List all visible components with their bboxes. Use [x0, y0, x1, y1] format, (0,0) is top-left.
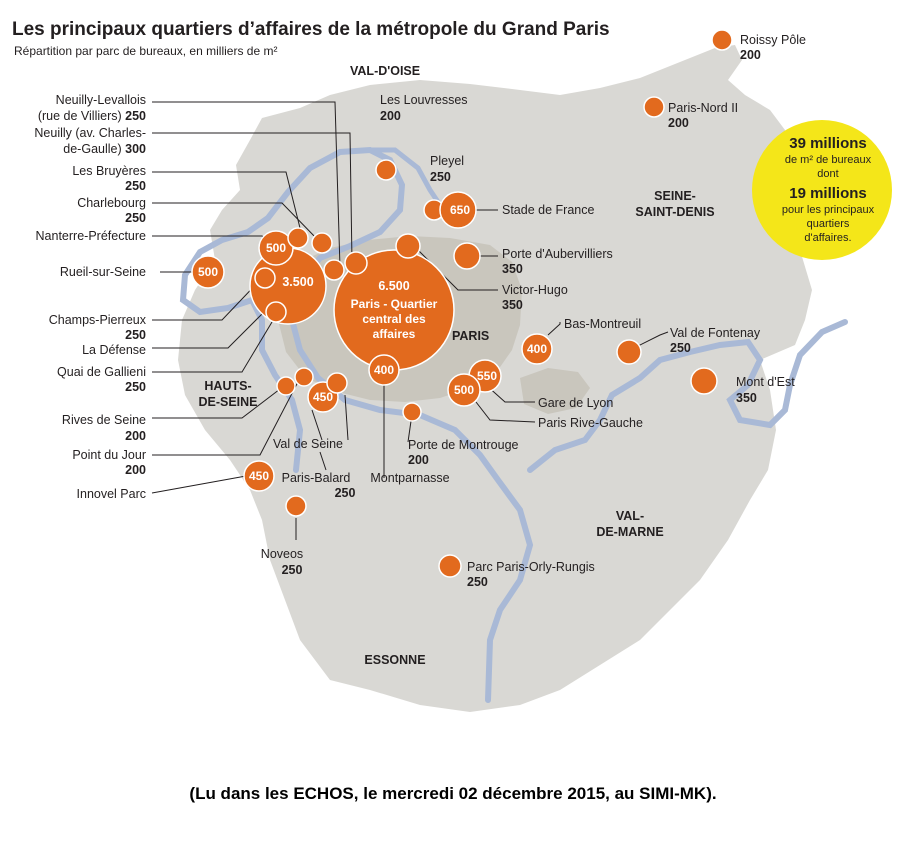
label-neuilly-cdg-2 — [63, 142, 146, 156]
label-rueil: Rueil-sur-Seine — [59, 265, 146, 279]
value-orly-rungis: 250 — [467, 575, 488, 589]
label-bas-montreuil: Bas-Montreuil — [564, 317, 642, 331]
value-gare-de-lyon: 550 — [476, 369, 498, 383]
value-louvresses: 200 — [380, 109, 401, 123]
value-stade-france: 650 — [449, 203, 471, 217]
caption: (Lu dans les ECHOS, le mercredi 02 décembre 2015, au SIMI-MK). — [189, 784, 717, 803]
label-paris-rive-gauche: Paris Rive-Gauche — [538, 416, 643, 430]
circle-neuilly-levallois — [324, 260, 344, 280]
value-paris-nord: 200 — [668, 116, 689, 130]
circle-mont-dest — [691, 368, 717, 394]
value-roissy: 200 — [740, 48, 761, 62]
label-paris-qca-3: affaires — [372, 327, 416, 341]
label-la-defense: La Défense — [82, 343, 146, 357]
label-neuilly-cdg-1: Neuilly (av. Charles- — [34, 126, 146, 140]
label-point-du-jour: Point du Jour — [72, 448, 146, 462]
value-porte-montrouge: 200 — [408, 453, 429, 467]
dept-seine-st-denis-2: SAINT-DENIS — [635, 205, 715, 219]
label-neuilly-levallois-1: Neuilly-Levallois — [55, 93, 146, 107]
value-champs-pierreux: 250 — [125, 328, 146, 342]
label-paris-qca-1: Paris - Quartier — [350, 297, 438, 311]
value-rueil: 500 — [197, 265, 219, 279]
label-val-fontenay: Val de Fontenay — [670, 326, 761, 340]
dept-essonne: ESSONNE — [364, 653, 426, 667]
label-victor-hugo: Victor-Hugo — [502, 283, 568, 297]
label-porte-aubervilliers: Porte d'Aubervilliers — [502, 247, 613, 261]
dept-seine-st-denis-1: SEINE- — [654, 189, 696, 203]
value-bas-montreuil: 400 — [526, 342, 548, 356]
value-charlebourg: 250 — [125, 211, 146, 225]
label-orly-rungis: Parc Paris-Orly-Rungis — [467, 560, 595, 574]
label-mont-dest: Mont d'Est — [736, 375, 795, 389]
label-stade-france: Stade de France — [502, 203, 595, 217]
label-montparnasse: Montparnasse — [370, 471, 450, 485]
label-nanterre: Nanterre-Préfecture — [35, 229, 146, 243]
circle-paris-nord — [644, 97, 664, 117]
label-bruyeres: Les Bruyères — [72, 164, 146, 178]
circle-champs-pierreux — [255, 268, 275, 288]
dept-paris: PARIS — [452, 329, 490, 343]
label-paris-nord: Paris-Nord II — [668, 101, 739, 115]
label-neuilly-levallois-2 — [38, 109, 146, 123]
circle-neuilly-cdg — [345, 252, 367, 274]
dept-val-de-marne-2: DE-MARNE — [596, 525, 664, 539]
value-noveos: 250 — [281, 563, 303, 577]
callout-line3: pour les principaux — [781, 204, 875, 216]
dept-hauts-de-seine-2: DE-SEINE — [198, 395, 258, 409]
label-roissy: Roissy Pôle — [740, 33, 806, 47]
svg-text:(rue de Villiers) 250: (rue de Villiers) 250 — [37, 109, 146, 123]
label-noveos: Noveos — [260, 547, 304, 561]
value-mont-dest: 350 — [736, 391, 757, 405]
callout-line5: d'affaires. — [804, 232, 852, 244]
circle-point-du-jour — [295, 368, 313, 386]
callout-line4: quartiers — [806, 218, 850, 230]
callout-main: 19 millions — [789, 185, 867, 202]
label-paris-qca-2: central des — [362, 312, 426, 326]
label-champs-pierreux: Champs-Pierreux — [48, 313, 146, 327]
circle-roissy — [712, 30, 732, 50]
value-porte-aubervilliers: 350 — [502, 262, 523, 276]
circle-orly-rungis — [439, 555, 461, 577]
circle-rives-seine — [277, 377, 295, 395]
value-nanterre: 500 — [265, 241, 287, 255]
map-title: Les principaux quartiers d’affaires de la métropole du Grand Paris — [12, 19, 610, 40]
svg-text:de-Gaulle) 300: de-Gaulle) 300 — [63, 142, 146, 156]
label-innovel: Innovel Parc — [76, 487, 146, 501]
value-bruyeres: 250 — [125, 179, 146, 193]
dept-val-de-marne-1: VAL- — [615, 509, 645, 523]
label-rives-seine: Rives de Seine — [61, 413, 146, 427]
circle-victor-hugo — [396, 234, 420, 258]
label-porte-montrouge: Porte de Montrouge — [408, 438, 519, 452]
value-quai-gallieni: 250 — [125, 380, 146, 394]
circle-val-fontenay — [617, 340, 641, 364]
label-paris-balard: Paris-Balard — [281, 471, 351, 485]
circle-noveos — [286, 496, 306, 516]
callout-line2: dont — [817, 168, 839, 180]
value-paris-rive-gauche: 500 — [453, 383, 475, 397]
circle-quai-gallieni — [266, 302, 286, 322]
value-val-fontenay: 250 — [670, 341, 691, 355]
label-val-de-seine: Val de Seine — [273, 437, 343, 451]
circle-porte-aubervilliers — [454, 243, 480, 269]
value-paris-balard: 250 — [334, 486, 356, 500]
circle-bruyeres — [288, 228, 308, 248]
value-paris-qca: 6.500 — [378, 279, 410, 293]
value-la-defense: 3.500 — [282, 275, 314, 289]
label-quai-gallieni: Quai de Gallieni — [57, 365, 146, 379]
label-gare-de-lyon: Gare de Lyon — [538, 396, 614, 410]
circle-porte-montrouge — [403, 403, 421, 421]
circle-charlebourg — [312, 233, 332, 253]
value-victor-hugo: 350 — [502, 298, 523, 312]
value-montparnasse: 400 — [373, 363, 395, 377]
value-val-de-seine: 450 — [312, 390, 334, 404]
value-pleyel: 250 — [430, 170, 451, 184]
circle-louvresses — [376, 160, 396, 180]
label-louvresses: Les Louvresses — [380, 93, 468, 107]
map-subtitle: Répartition par parc de bureaux, en milliers de m² — [14, 44, 278, 58]
callout-line1: de m² de bureaux — [784, 154, 872, 166]
value-rives-seine: 200 — [125, 429, 146, 443]
label-charlebourg: Charlebourg — [77, 196, 146, 210]
callout-total: 39 millions — [789, 135, 867, 152]
value-innovel: 450 — [248, 469, 270, 483]
value-point-du-jour: 200 — [125, 463, 146, 477]
label-pleyel: Pleyel — [430, 154, 465, 168]
dept-val-doise: VAL-D'OISE — [350, 64, 421, 78]
dept-hauts-de-seine-1: HAUTS- — [204, 379, 252, 393]
